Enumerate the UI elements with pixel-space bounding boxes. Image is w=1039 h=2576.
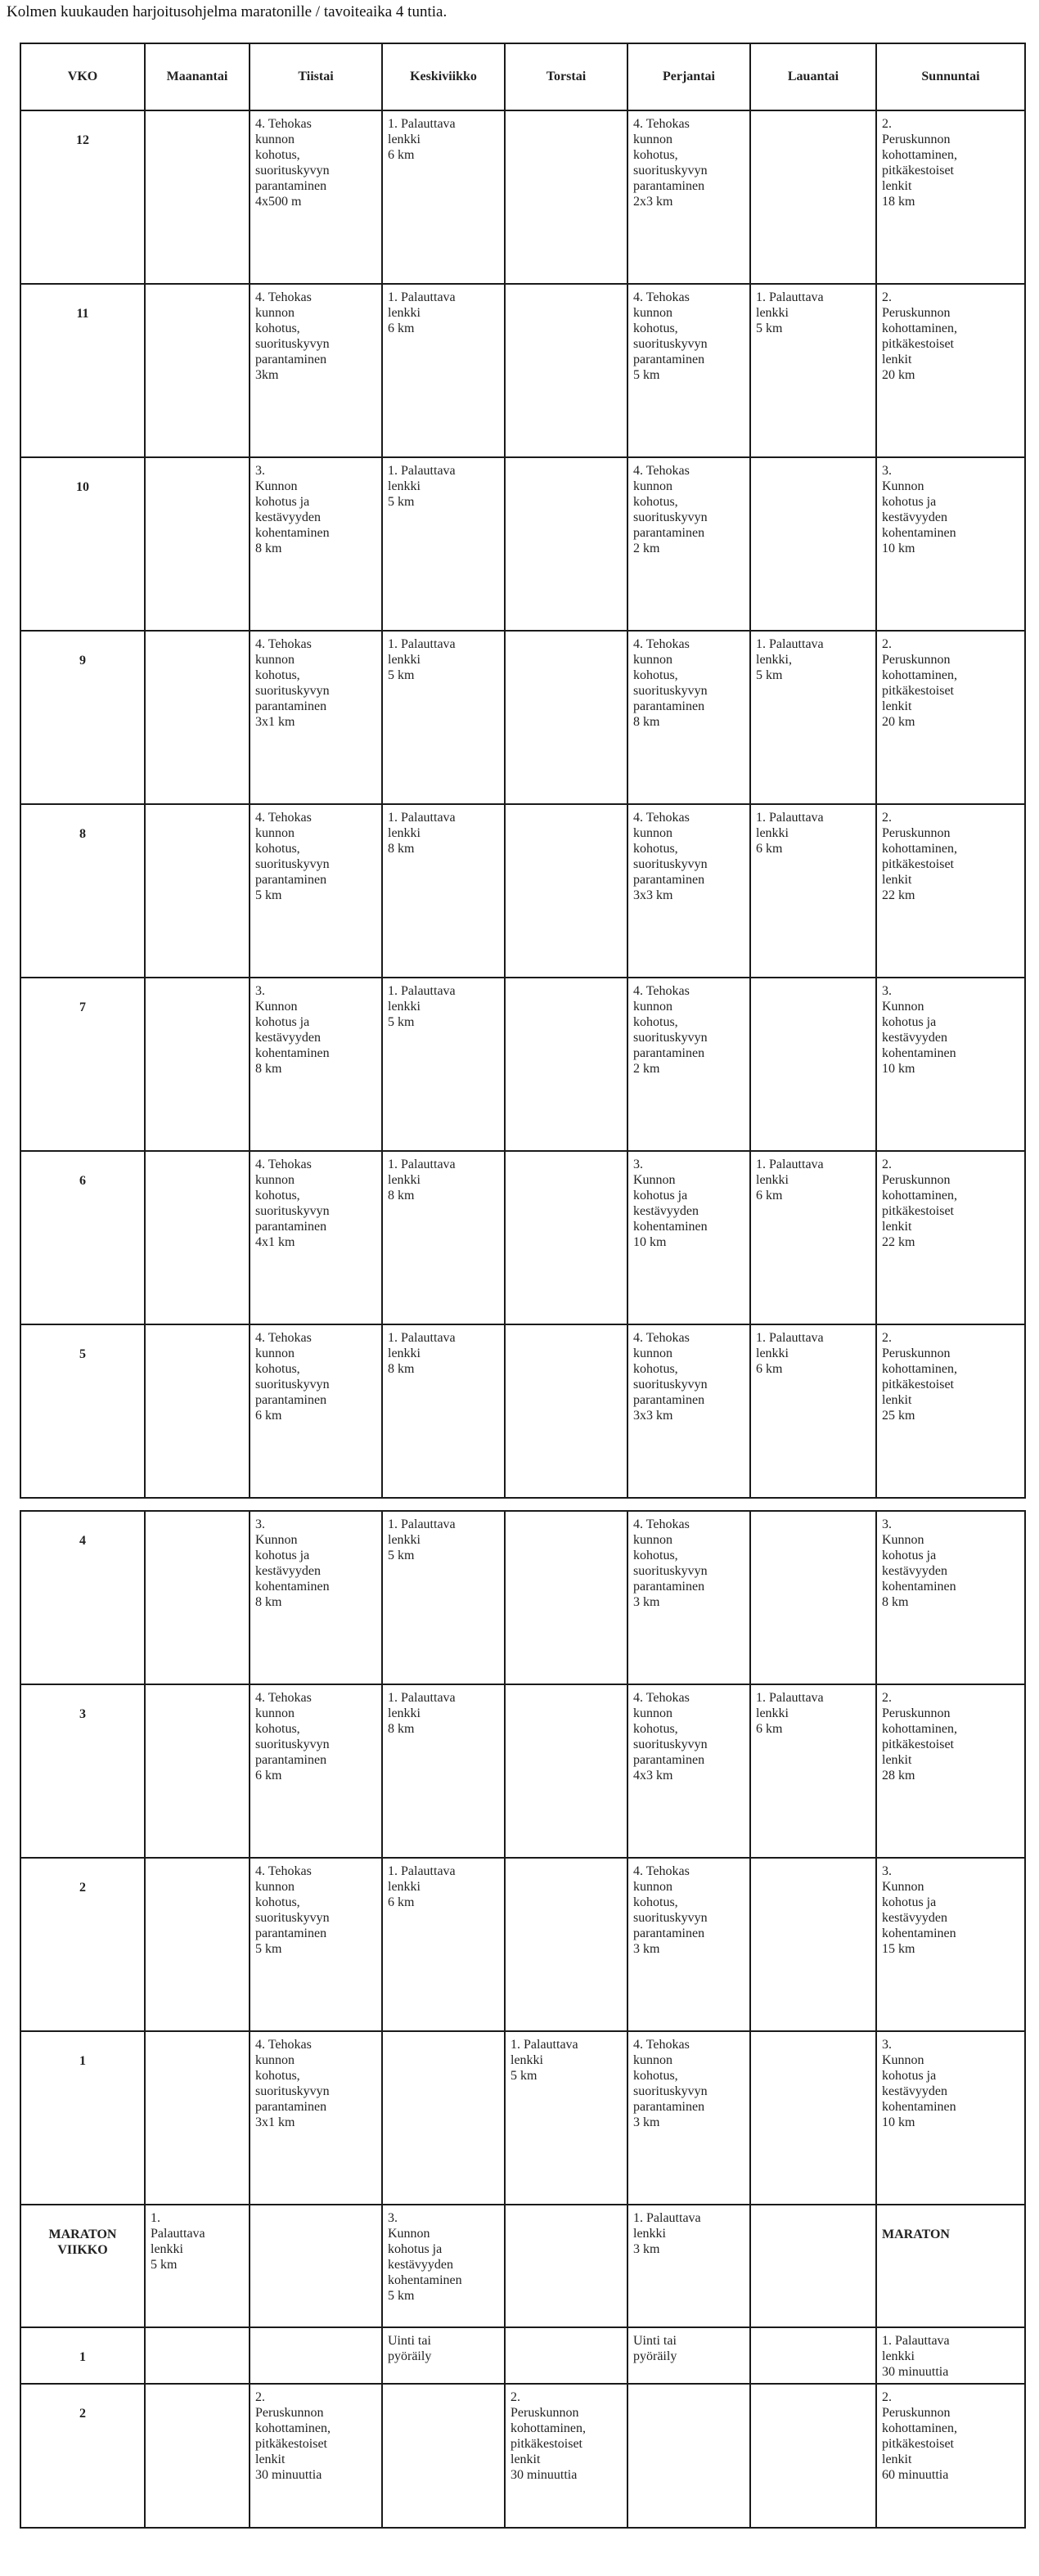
table-cell [145,2031,250,2205]
week-number: 10 [20,457,145,631]
table-cell [145,2327,250,2384]
table-cell: Uinti tai pyöräily [382,2327,505,2384]
table-cell: 1. Palauttava lenkki 3 km [627,2205,750,2327]
table-cell: 1. Palauttava lenkki 5 km [382,457,505,631]
gap-cell [382,1498,505,1511]
header-cell: Torstai [505,43,627,110]
table-cell [145,2384,250,2528]
table-cell: MARATON [876,2205,1025,2327]
table-cell: 3. Kunnon kohotus ja kestävyyden kohentaminen 5 km [382,2205,505,2327]
week-number: 12 [20,110,145,284]
header-cell: Keskiviikko [382,43,505,110]
table-cell [250,2205,382,2327]
table-cell: 2. Peruskunnon kohottaminen, pitkäkestoiset lenkit 25 km [876,1324,1025,1498]
table-row [20,2205,1025,2327]
table-cell: 1. Palauttava lenkki 6 km [382,1858,505,2031]
table-cell: 4. Tehokas kunnon kohotus, suorituskyvyn parantaminen 3 km [627,2031,750,2205]
table-cell: 4. Tehokas kunnon kohotus, suorituskyvyn parantaminen 2 km [627,978,750,1151]
table-cell [145,457,250,631]
table-cell: 3. Kunnon kohotus ja kestävyyden kohentaminen 15 km [876,1858,1025,2031]
table-cell [505,804,627,978]
table-cell: 4. Tehokas kunnon kohotus, suorituskyvyn parantaminen 8 km [627,631,750,804]
table-cell: 3. Kunnon kohotus ja kestävyyden kohentaminen 10 km [876,2031,1025,2205]
table-cell: 4. Tehokas kunnon kohotus, suorituskyvyn parantaminen 4x3 km [627,1684,750,1858]
table-cell: 3. Kunnon kohotus ja kestävyyden kohentaminen 10 km [876,457,1025,631]
table-cell: 4. Tehokas kunnon kohotus, suorituskyvyn parantaminen 4x500 m [250,110,382,284]
table-row [20,1511,1025,1684]
table-cell [505,110,627,284]
table-cell: 1. Palauttava lenkki 6 km [750,1324,876,1498]
table-cell [382,2031,505,2205]
table-cell [505,1858,627,2031]
header-cell: Sunnuntai [876,43,1025,110]
week-number: 8 [20,804,145,978]
table-row [20,1684,1025,1858]
week-number: 1 [20,2327,145,2384]
week-number: 11 [20,284,145,457]
table-cell [382,2384,505,2528]
table-cell: 1. Palauttava lenkki 6 km [382,110,505,284]
table-cell [145,804,250,978]
table-row [20,284,1025,457]
table-cell: 4. Tehokas kunnon kohotus, suorituskyvyn parantaminen 5 km [250,804,382,978]
table-cell: 4. Tehokas kunnon kohotus, suorituskyvyn parantaminen 3x3 km [627,804,750,978]
table-row [20,631,1025,804]
header-cell: Maanantai [145,43,250,110]
table-cell [145,1324,250,1498]
week-number: 2 [20,1858,145,2031]
header-cell: Tiistai [250,43,382,110]
table-row [20,804,1025,978]
table-cell [750,2031,876,2205]
table-cell: 4. Tehokas kunnon kohotus, suorituskyvyn parantaminen 3x1 km [250,631,382,804]
page-title: Kolmen kuukauden harjoitusohjelma maratonille / tavoiteaika 4 tuntia. [7,3,448,20]
table-cell [627,2384,750,2528]
table-cell [145,1858,250,2031]
table-cell: 2. Peruskunnon kohottaminen, pitkäkestoiset lenkit 30 minuuttia [505,2384,627,2528]
table-cell [145,1151,250,1324]
gap-cell [505,1498,627,1511]
gap-cell [20,1498,145,1511]
week-number: 6 [20,1151,145,1324]
table-row [20,1324,1025,1498]
table-cell [505,978,627,1151]
header-cell: VKO [20,43,145,110]
table-cell: 3. Kunnon kohotus ja kestävyyden kohentaminen 8 km [250,1511,382,1684]
week-number: 9 [20,631,145,804]
table-cell: 2. Peruskunnon kohottaminen, pitkäkestoiset lenkit 20 km [876,284,1025,457]
table-cell [750,1858,876,2031]
gap-cell [750,1498,876,1511]
table-cell [145,1511,250,1684]
table-cell: 3. Kunnon kohotus ja kestävyyden kohentaminen 8 km [876,1511,1025,1684]
table-row [20,2031,1025,2205]
training-table [20,43,1026,2529]
table-cell: 4. Tehokas kunnon kohotus, suorituskyvyn parantaminen 6 km [250,1684,382,1858]
table-cell: 2. Peruskunnon kohottaminen, pitkäkestoiset lenkit 60 minuuttia [876,2384,1025,2528]
table-cell: 1. Palauttava lenkki 5 km [382,1511,505,1684]
gap-cell [250,1498,382,1511]
table-cell: 1. Palauttava lenkki 5 km [382,978,505,1151]
week-number: 1 [20,2031,145,2205]
table-body [20,110,1025,2528]
table-cell: 2. Peruskunnon kohottaminen, pitkäkestoiset lenkit 28 km [876,1684,1025,1858]
table-cell: 4. Tehokas kunnon kohotus, suorituskyvyn parantaminen 3x1 km [250,2031,382,2205]
table-cell [505,284,627,457]
table-cell: 3. Kunnon kohotus ja kestävyyden kohentaminen 10 km [627,1151,750,1324]
table-cell [505,631,627,804]
table-cell [750,2384,876,2528]
table-cell [145,1684,250,1858]
table-cell: 1. Palauttava lenkki 5 km [145,2205,250,2327]
table-cell: 4. Tehokas kunnon kohotus, suorituskyvyn parantaminen 5 km [627,284,750,457]
table-cell: 1. Palauttava lenkki 6 km [382,284,505,457]
week-number: 3 [20,1684,145,1858]
table-cell [145,110,250,284]
table-cell [505,1511,627,1684]
table-row [20,2327,1025,2384]
gap-cell [876,1498,1025,1511]
table-cell: 2. Peruskunnon kohottaminen, pitkäkestoiset lenkit 18 km [876,110,1025,284]
week-number: 5 [20,1324,145,1498]
table-cell: 3. Kunnon kohotus ja kestävyyden kohentaminen 8 km [250,978,382,1151]
table-cell: 3. Kunnon kohotus ja kestävyyden kohentaminen 10 km [876,978,1025,1151]
table-cell: 1. Palauttava lenkki 8 km [382,1324,505,1498]
header-cell: Lauantai [750,43,876,110]
table-cell [750,2327,876,2384]
table-cell: 1. Palauttava lenkki 8 km [382,1684,505,1858]
table-row [20,978,1025,1151]
table-cell [750,978,876,1151]
table-row [20,457,1025,631]
section-gap [20,1498,1025,1511]
table-cell [505,457,627,631]
table-cell: 4. Tehokas kunnon kohotus, suorituskyvyn parantaminen 3 km [627,1858,750,2031]
week-number: 7 [20,978,145,1151]
table-cell: Uinti tai pyöräily [627,2327,750,2384]
table-cell: 4. Tehokas kunnon kohotus, suorituskyvyn parantaminen 6 km [250,1324,382,1498]
table-row [20,2384,1025,2528]
table-cell [250,2327,382,2384]
week-number: 4 [20,1511,145,1684]
table-cell: 1. Palauttava lenkki 8 km [382,1151,505,1324]
table-cell: 2. Peruskunnon kohottaminen, pitkäkestoiset lenkit 22 km [876,1151,1025,1324]
table-cell: 4. Tehokas kunnon kohotus, suorituskyvyn parantaminen 3x3 km [627,1324,750,1498]
table-row [20,1858,1025,2031]
table-cell [145,284,250,457]
table-cell: 4. Tehokas kunnon kohotus, suorituskyvyn parantaminen 3km [250,284,382,457]
table-cell: 2. Peruskunnon kohottaminen, pitkäkestoiset lenkit 30 minuuttia [250,2384,382,2528]
table-cell [505,2327,627,2384]
table-cell [750,457,876,631]
table-row [20,110,1025,284]
week-number: 2 [20,2384,145,2528]
table-cell: 1. Palauttava lenkki 5 km [382,631,505,804]
header-row [20,43,1025,110]
table-cell: 1. Palauttava lenkki 8 km [382,804,505,978]
table-cell: 2. Peruskunnon kohottaminen, pitkäkestoiset lenkit 20 km [876,631,1025,804]
week-number: MARATON VIIKKO [20,2205,145,2327]
table-cell: 1. Palauttava lenkki 6 km [750,1151,876,1324]
table-cell: 1. Palauttava lenkki 5 km [750,284,876,457]
table-cell: 4. Tehokas kunnon kohotus, suorituskyvyn parantaminen 4x1 km [250,1151,382,1324]
gap-cell [145,1498,250,1511]
table-cell: 4. Tehokas kunnon kohotus, suorituskyvyn parantaminen 3 km [627,1511,750,1684]
table-cell [505,1151,627,1324]
table-cell: 1. Palauttava lenkki 5 km [505,2031,627,2205]
table-cell [145,631,250,804]
table-cell: 1. Palauttava lenkki 6 km [750,804,876,978]
table-cell: 4. Tehokas kunnon kohotus, suorituskyvyn parantaminen 5 km [250,1858,382,2031]
table-cell: 3. Kunnon kohotus ja kestävyyden kohentaminen 8 km [250,457,382,631]
table-cell [145,978,250,1151]
gap-cell [627,1498,750,1511]
table-cell [750,1511,876,1684]
table-cell: 4. Tehokas kunnon kohotus, suorituskyvyn parantaminen 2 km [627,457,750,631]
table-cell [750,110,876,284]
header-cell: Perjantai [627,43,750,110]
table-cell: 1. Palauttava lenkki 6 km [750,1684,876,1858]
table-cell: 1. Palauttava lenkki 30 minuuttia [876,2327,1025,2384]
table-cell: 1. Palauttava lenkki, 5 km [750,631,876,804]
table-cell [750,2205,876,2327]
table-cell: 2. Peruskunnon kohottaminen, pitkäkestoiset lenkit 22 km [876,804,1025,978]
table-row [20,1151,1025,1324]
table-cell: 4. Tehokas kunnon kohotus, suorituskyvyn parantaminen 2x3 km [627,110,750,284]
table-cell [505,1324,627,1498]
table-cell [505,2205,627,2327]
table-cell [505,1684,627,1858]
